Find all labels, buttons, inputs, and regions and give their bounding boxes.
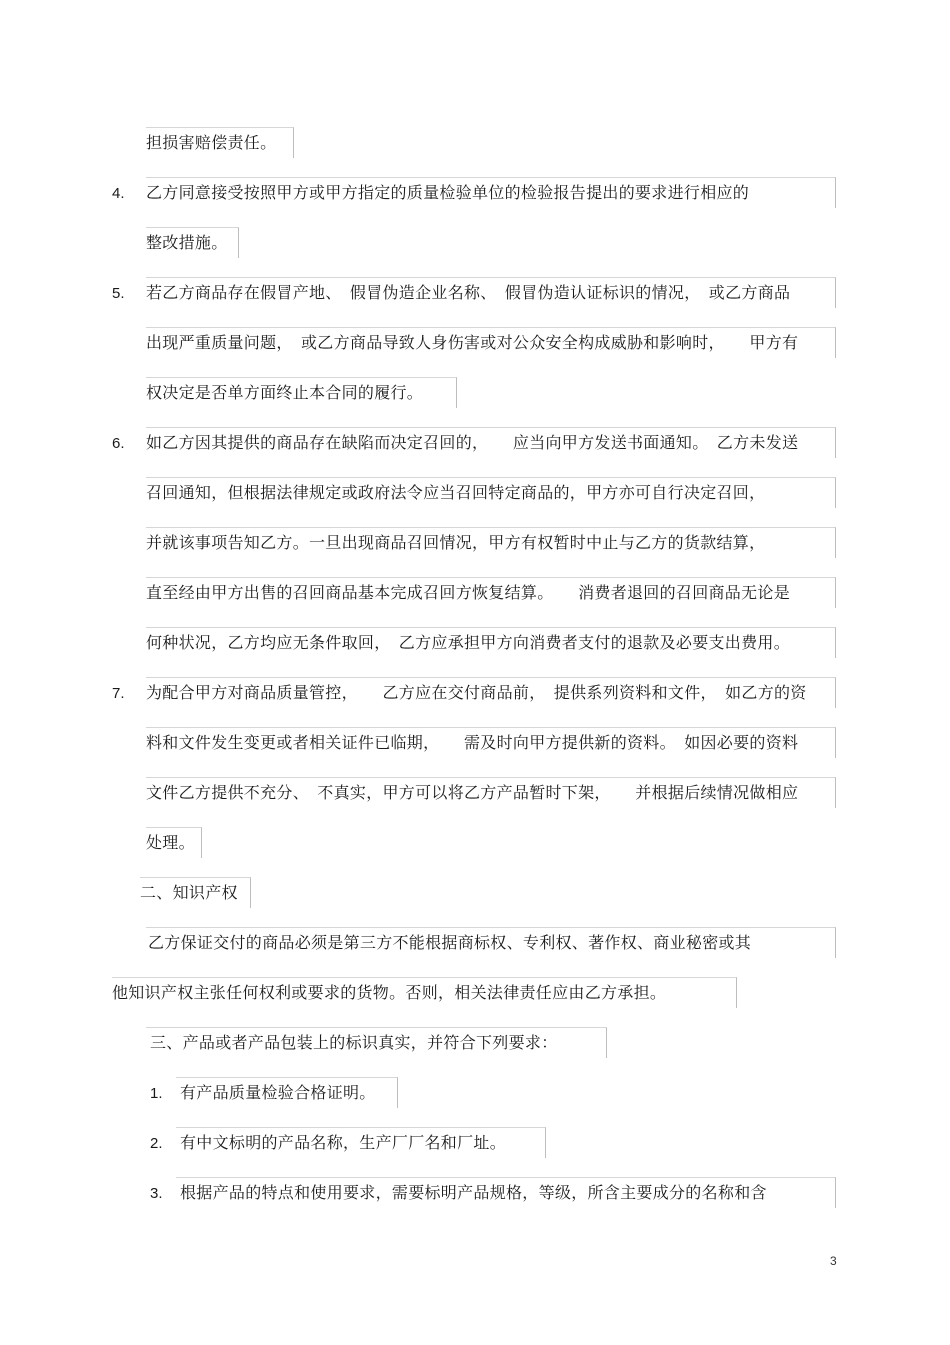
text-line: 整改措施。 [146, 233, 228, 252]
list-number: 3. [150, 1185, 163, 1202]
text-line: 若乙方商品存在假冒产地、 假冒伪造企业名称、 假冒伪造认证标识的情况， 或乙方商品 [146, 283, 791, 302]
section-heading: 二、知识产权 [140, 883, 238, 902]
text-line: 有中文标明的产品名称，生产厂厂名和厂址。 [180, 1133, 507, 1152]
text-line: 为配合甲方对商品质量管控， 乙方应在交付商品前， 提供系列资料和文件， 如乙方的资 [146, 683, 807, 702]
page-number: 3 [830, 1254, 837, 1268]
list-number: 7. [112, 685, 125, 702]
text-line: 料和文件发生变更或者相关证件已临期， 需及时向甲方提供新的资料。 如因必要的资料 [146, 733, 799, 752]
text-line: 何种状况，乙方均应无条件取回， 乙方应承担甲方向消费者支付的退款及必要支出费用。 [146, 633, 791, 652]
text-line: 担损害赔偿责任。 [146, 133, 277, 152]
list-number: 6. [112, 435, 125, 452]
text-line: 召回通知，但根据法律规定或政府法令应当召回特定商品的，甲方亦可自行决定召回， [146, 483, 766, 502]
list-number: 5. [112, 285, 125, 302]
list-number: 1. [150, 1085, 163, 1102]
text-line: 根据产品的特点和使用要求，需要标明产品规格，等级，所含主要成分的名称和含 [180, 1183, 767, 1202]
text-line: 文件乙方提供不充分、 不真实，甲方可以将乙方产品暂时下架， 并根据后续情况做相应 [146, 783, 799, 802]
text-line: 如乙方因其提供的商品存在缺陷而决定召回的， 应当向甲方发送书面通知。 乙方未发送 [146, 433, 799, 452]
text-line: 并就该事项告知乙方。一旦出现商品召回情况，甲方有权暂时中止与乙方的货款结算， [146, 533, 766, 552]
text-line: 处理。 [146, 833, 195, 852]
text-line: 有产品质量检验合格证明。 [180, 1083, 376, 1102]
text-line: 乙方保证交付的商品必须是第三方不能根据商标权、专利权、著作权、商业秘密或其 [148, 933, 752, 952]
section-heading: 三、产品或者产品包装上的标识真实，并符合下列要求： [150, 1033, 558, 1052]
text-line: 权决定是否单方面终止本合同的履行。 [146, 383, 424, 402]
text-line: 出现严重质量问题， 或乙方商品导致人身伤害或对公众安全构成威胁和影响时， 甲方有 [146, 333, 799, 352]
text-line: 直至经由甲方出售的召回商品基本完成召回方恢复结算。 消费者退回的召回商品无论是 [146, 583, 791, 602]
text-line: 乙方同意接受按照甲方或甲方指定的质量检验单位的检验报告提出的要求进行相应的 [146, 183, 750, 202]
list-number: 4. [112, 185, 125, 202]
list-number: 2. [150, 1135, 163, 1152]
text-line: 他知识产权主张任何权利或要求的货物。否则，相关法律责任应由乙方承担。 [112, 983, 667, 1002]
